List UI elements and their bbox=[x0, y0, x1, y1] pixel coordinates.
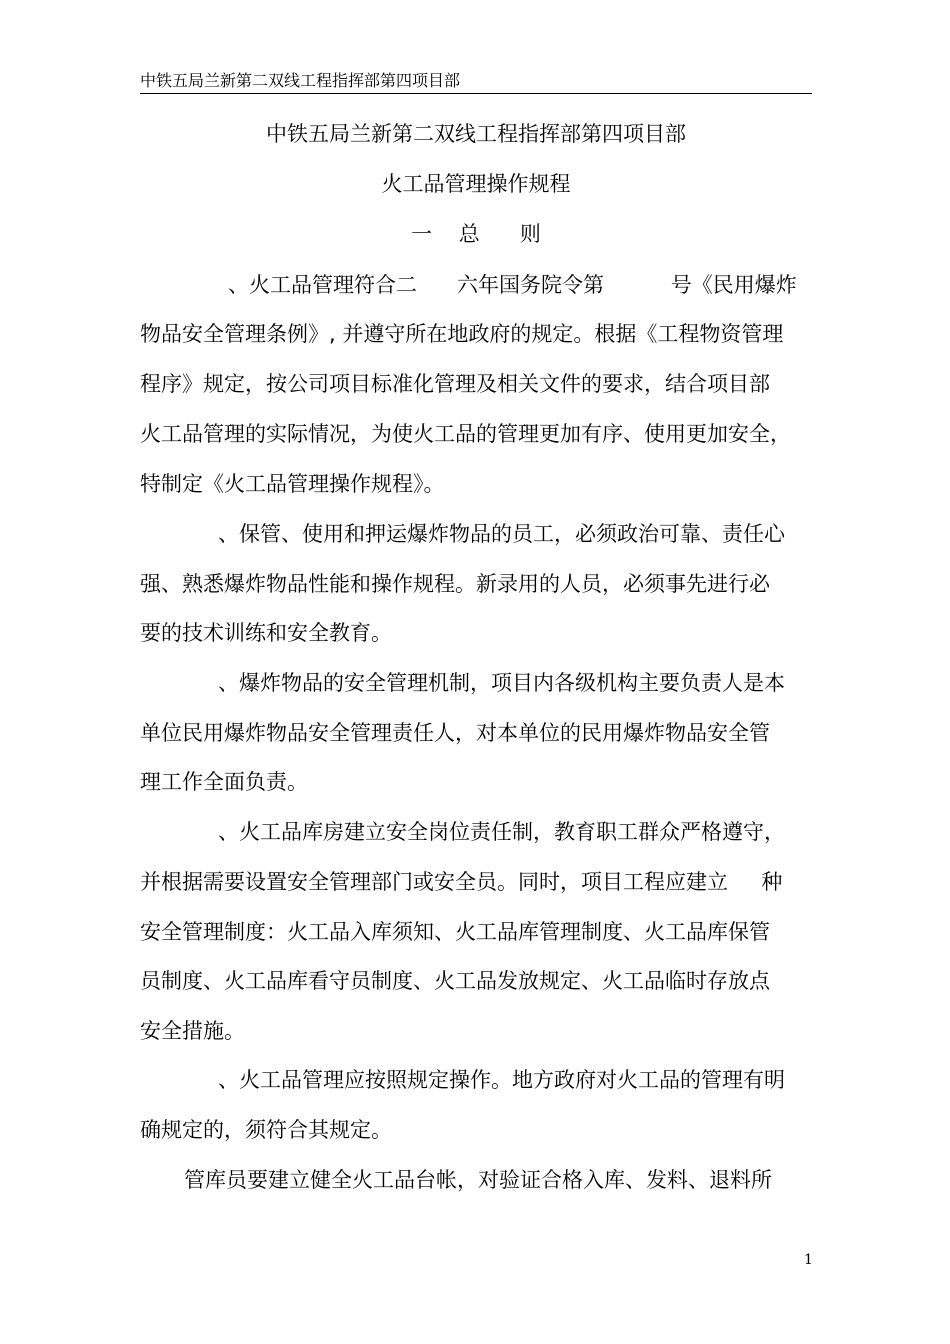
paragraph-line: 、火工品管理应按照规定操作。地方政府对火工品的管理有明 bbox=[218, 1068, 785, 1092]
paragraph-line: 要的技术训练和安全教育。 bbox=[140, 621, 392, 645]
paragraph-line: 特制定《火工品管理操作规程》。 bbox=[140, 472, 445, 496]
paragraph-line: 程序》规定，按公司项目标准化管理及相关文件的要求，结合项目部 bbox=[140, 372, 770, 396]
running-header: 中铁五局兰新第二双线工程指挥部第四项目部 bbox=[140, 71, 461, 90]
paragraph-line: 物品安全管理条例》, 并遵守所在地政府的规定。根据《工程物资管理 bbox=[140, 322, 784, 346]
paragraph-line: 安全措施。 bbox=[140, 1019, 245, 1043]
chapter-heading: 一 总 则 bbox=[411, 222, 541, 246]
paragraph-line: 单位民用爆炸物品安全管理责任人，对本单位的民用爆炸物品安全管 bbox=[140, 721, 770, 745]
document-subtitle: 火工品管理操作规程 bbox=[381, 172, 571, 196]
paragraph-line: 、保管、使用和押运爆炸物品的员工，必须政治可靠、责任心 bbox=[218, 522, 785, 546]
paragraph-line: 、火工品管理符合二 六年国务院令第 号《民用爆炸 bbox=[228, 273, 797, 297]
document-title: 中铁五局兰新第二双线工程指挥部第四项目部 bbox=[266, 122, 686, 146]
paragraph-line: 、火工品库房建立安全岗位责任制，教育职工群众严格遵守， bbox=[218, 820, 785, 844]
paragraph-line: 理工作全面负责。 bbox=[140, 770, 308, 794]
paragraph-line: 管库员要建立健全火工品台帐，对验证合格入库、发料、退料所 bbox=[184, 1168, 772, 1192]
paragraph-line: 确规定的，须符合其规定。 bbox=[140, 1118, 392, 1142]
paragraph-line: 强、熟悉爆炸物品性能和操作规程。新录用的人员，必须事先进行必 bbox=[140, 572, 770, 596]
paragraph-line: 员制度、火工品库看守员制度、火工品发放规定、火工品临时存放点 bbox=[140, 969, 770, 993]
header-rule bbox=[140, 93, 812, 94]
paragraph-line: 、爆炸物品的安全管理机制，项目内各级机构主要负责人是本 bbox=[218, 671, 785, 695]
page-number: 1 bbox=[804, 1252, 813, 1268]
paragraph-line: 火工品管理的实际情况，为使火工品的管理更加有序、使用更加安全， bbox=[140, 422, 791, 446]
paragraph-line: 并根据需要设置安全管理部门或安全员。同时，项目工程应建立 种 bbox=[140, 870, 783, 894]
paragraph-line: 安全管理制度：火工品入库须知、火工品库管理制度、火工品库保管 bbox=[140, 920, 770, 944]
